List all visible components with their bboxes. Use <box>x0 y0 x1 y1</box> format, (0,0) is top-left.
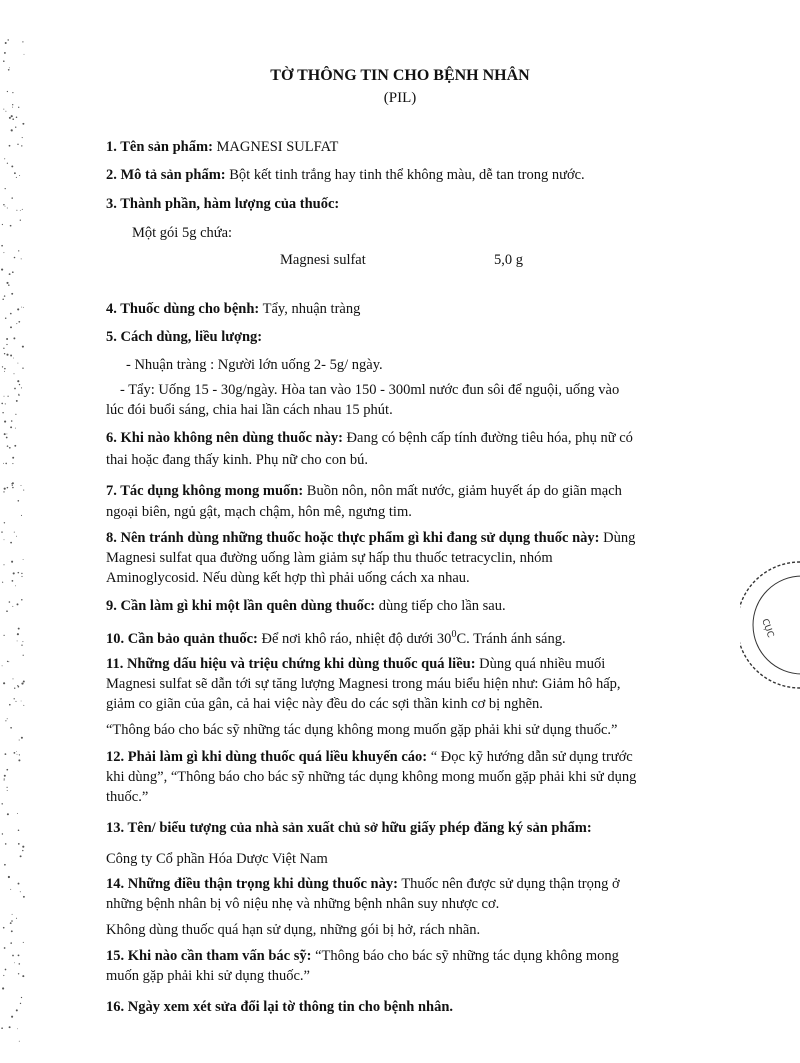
speckle <box>5 206 6 207</box>
speckle <box>18 321 20 323</box>
speckle <box>10 225 12 227</box>
speckle <box>4 775 6 777</box>
section-14-line-2: những bệnh nhân bị vô niệu nhẹ và những bệnh nhân suy nhược cơ. <box>106 896 500 912</box>
speckle <box>2 833 3 834</box>
speckle <box>17 603 19 605</box>
speckle <box>13 678 14 679</box>
speckle <box>22 850 23 851</box>
speckle <box>18 250 19 251</box>
speckle <box>11 483 12 484</box>
section-12 <box>106 747 772 767</box>
speckle <box>14 172 16 174</box>
section-5-line-1: - Nhuận tràng : Người lớn uống 2- 5g/ ngày. <box>126 357 383 373</box>
speckle <box>3 109 4 110</box>
section-10-value-a: Để nơi khô ráo, nhiệt độ dưới 30 <box>261 630 452 647</box>
speckle <box>3 60 5 62</box>
speckle <box>18 628 20 630</box>
speckle <box>18 759 20 761</box>
speckle <box>10 542 12 544</box>
speckle <box>19 384 20 385</box>
section-4-label: 4. Thuốc dùng cho bệnh: <box>106 301 260 317</box>
speckle <box>11 561 13 563</box>
speckle <box>23 705 24 706</box>
speckle <box>10 313 12 315</box>
section-11-line-4: “Thông báo cho bác sỹ những tác dụng không mong muốn gặp phải khi sử dụng thuốc.” <box>106 722 618 738</box>
speckle <box>21 576 22 577</box>
speckle <box>23 896 25 898</box>
section-11-line-3: giảm co giãn của gân, cả hai việc này đều do các sợi thần kinh cơ bị nghẽn. <box>106 696 543 712</box>
scan-edge-noise <box>0 0 28 1063</box>
section-3-intro: Một gói 5g chứa: <box>132 225 233 241</box>
speckle <box>5 720 6 721</box>
speckle <box>2 224 3 225</box>
section-7-line-2: ngoại biên, ngủ gật, mạch chậm, hôn mê, ngưng tim. <box>106 504 412 520</box>
speckle <box>5 969 7 971</box>
section-7-label: 7. Tác dụng không mong muốn: <box>106 483 304 499</box>
section-7-line-1: Buồn nôn, nôn mất nước, giảm huyết áp do giãn mạch <box>306 483 622 499</box>
speckle <box>10 942 12 944</box>
speckle <box>3 204 4 205</box>
speckle <box>3 927 5 929</box>
speckle <box>13 358 14 359</box>
speckle <box>15 428 16 429</box>
speckle <box>7 39 8 40</box>
speckle <box>5 463 7 465</box>
speckle <box>17 754 18 755</box>
speckle <box>11 293 13 295</box>
speckle <box>3 564 4 565</box>
speckle <box>21 701 22 702</box>
speckle <box>13 572 15 574</box>
section-1 <box>106 137 772 157</box>
section-12-label: 12. Phải làm gì khi dùng thuốc quá liều khuyến cáo: <box>106 749 428 765</box>
speckle <box>19 1041 20 1042</box>
speckle <box>7 445 9 447</box>
speckle <box>14 962 15 963</box>
speckle <box>23 942 24 943</box>
speckle <box>20 220 21 221</box>
speckle <box>9 447 11 449</box>
speckle <box>16 1009 18 1011</box>
speckle <box>19 963 21 965</box>
section-8-line-2: Magnesi sulfat qua đường uống làm giảm sự hấp thu thuốc tetracyclin, nhóm <box>106 550 553 566</box>
speckle <box>21 258 22 259</box>
section-8-label: 8. Nên tránh dùng những thuốc hoặc thực phẩm gì khi đang sử dụng thuốc này: <box>106 530 600 546</box>
section-6-label: 6. Khi nào không nên dùng thuốc này: <box>106 430 343 446</box>
speckle <box>4 158 5 159</box>
speckle <box>22 137 23 138</box>
speckle <box>5 188 6 189</box>
speckle <box>11 115 13 117</box>
speckle <box>12 118 14 120</box>
speckle <box>6 787 7 788</box>
speckle <box>14 445 16 447</box>
speckle <box>12 271 14 273</box>
speckle <box>6 769 8 771</box>
speckle <box>6 338 8 340</box>
speckle <box>4 539 5 540</box>
speckle <box>4 371 5 372</box>
speckle <box>6 433 7 434</box>
section-9-label: 9. Cần làm gì khi một lần quên dùng thuốc: <box>106 598 376 614</box>
speckle <box>5 318 6 319</box>
section-8-line-1: Dùng <box>603 530 636 546</box>
ingredient-name: Magnesi sulfat <box>280 252 366 268</box>
speckle <box>4 353 5 354</box>
speckle <box>6 282 8 284</box>
speckle <box>22 846 24 848</box>
speckle <box>18 572 20 574</box>
speckle <box>22 367 23 368</box>
speckle <box>11 129 13 131</box>
speckle <box>3 348 4 349</box>
speckle <box>14 698 15 699</box>
speckle <box>4 52 6 54</box>
speckle <box>14 532 15 533</box>
section-5-label: 5. Cách dùng, liều lượng: <box>106 329 263 345</box>
speckle <box>7 813 9 815</box>
speckle <box>18 500 20 502</box>
speckle <box>1 1027 3 1029</box>
speckle <box>8 661 9 662</box>
speckle <box>5 753 7 755</box>
speckle <box>16 400 18 402</box>
speckle <box>9 601 11 603</box>
speckle <box>2 412 3 413</box>
speckle <box>7 208 8 209</box>
speckle <box>17 308 19 310</box>
speckle <box>11 165 13 167</box>
speckle <box>4 522 5 523</box>
section-14 <box>106 874 772 894</box>
section-14-label: 14. Những điều thận trọng khi dùng thuốc này: <box>106 876 398 892</box>
speckle <box>9 117 11 119</box>
speckle <box>22 975 24 977</box>
speckle <box>19 175 20 176</box>
speckle <box>8 876 10 878</box>
speckle <box>2 299 4 301</box>
speckle <box>3 491 4 492</box>
section-2-value: Bột kết tinh trắng hay tinh thể không màu, dễ tan trong nước. <box>229 167 585 183</box>
speckle <box>1 531 2 532</box>
speckle <box>9 1026 11 1028</box>
speckle <box>22 209 23 210</box>
section-3-label: 3. Thành phần, hàm lượng của thuốc: <box>106 196 340 212</box>
speckle <box>9 273 11 275</box>
speckle <box>4 396 5 397</box>
speckle <box>23 559 24 560</box>
speckle <box>12 580 14 582</box>
speckle <box>21 645 22 646</box>
section-15 <box>106 946 772 966</box>
section-1-label: 1. Tên sản phẩm: <box>106 139 213 155</box>
speckle <box>2 665 3 666</box>
section-5-line-2: - Tẩy: Uống 15 - 30g/ngày. Hòa tan vào 150 - 300ml nước đun sôi để nguội, uống vào <box>120 382 620 398</box>
speckle <box>3 635 4 636</box>
speckle <box>23 307 24 308</box>
speckle <box>21 145 22 146</box>
speckle <box>2 582 3 583</box>
stamp-seal <box>740 560 800 690</box>
speckle <box>20 210 21 211</box>
speckle <box>9 145 11 147</box>
speckle <box>21 387 22 388</box>
speckle <box>4 864 6 866</box>
speckle <box>11 420 13 422</box>
section-8-line-3: Aminoglycosid. Nếu dùng kết hợp thì phải uống cách xa nhau. <box>106 570 470 586</box>
speckle <box>3 463 4 464</box>
speckle <box>7 396 8 397</box>
speckle <box>4 421 6 423</box>
speckle <box>10 889 11 890</box>
speckle <box>17 685 18 686</box>
speckle <box>12 485 13 486</box>
speckle <box>23 681 25 683</box>
speckle <box>21 599 23 601</box>
section-5-line-3: lúc đói buổi sáng, chia hai lần cách nhau 15 phút. <box>106 402 393 418</box>
speckle <box>17 1028 18 1029</box>
speckle <box>16 918 17 919</box>
section-14-line-3: Không dùng thuốc quá hạn sử dụng, những gói bị hở, rách nhãn. <box>106 922 481 938</box>
speckle <box>16 177 17 178</box>
document-title: TỜ THÔNG TIN CHO BỆNH NHÂN <box>270 67 530 84</box>
section-7 <box>106 481 772 501</box>
speckle <box>18 829 20 831</box>
speckle <box>3 975 4 976</box>
speckle <box>17 633 19 635</box>
speckle <box>4 295 5 296</box>
speckle <box>22 41 23 42</box>
speckle <box>21 485 22 486</box>
speckle <box>16 751 17 752</box>
speckle <box>1 269 3 271</box>
speckle <box>23 490 24 491</box>
speckle <box>14 388 16 390</box>
speckle <box>4 947 6 949</box>
speckle <box>22 641 23 642</box>
speckle <box>10 922 12 924</box>
section-15-line-1: “Thông báo cho bác sỹ những tác dụng không mong <box>315 948 619 964</box>
speckle <box>18 973 19 974</box>
speckle <box>17 640 18 641</box>
speckle <box>1 403 3 405</box>
svg-text:CỤC: CỤC <box>759 617 776 640</box>
section-11-line-2: Magnesi sulfat sẽ dẫn tới sự tăng lượng Magnesi trong máu biểu hiện như: Giảm hô hấp, <box>106 676 621 692</box>
speckle <box>2 366 3 367</box>
section-9 <box>106 596 772 616</box>
speckle <box>6 354 8 356</box>
speckle <box>5 111 6 112</box>
speckle <box>19 739 20 740</box>
speckle <box>6 610 8 612</box>
section-16-label: 16. Ngày xem xét sửa đổi lại tờ thông tin cho bệnh nhân. <box>106 999 454 1015</box>
speckle <box>16 536 17 537</box>
speckle <box>2 987 4 989</box>
section-12-line-3: thuốc.” <box>106 789 149 805</box>
speckle <box>12 487 14 489</box>
speckle <box>11 930 13 932</box>
speckle <box>1 803 2 804</box>
speckle <box>10 355 12 357</box>
speckle <box>6 344 7 345</box>
speckle <box>14 688 15 689</box>
speckle <box>11 1016 13 1018</box>
speckle <box>10 727 12 729</box>
document-subtitle: (PIL) <box>383 90 417 106</box>
speckle <box>7 718 8 719</box>
speckle <box>13 373 14 374</box>
speckle <box>21 997 22 998</box>
section-8 <box>106 528 772 548</box>
speckle <box>13 337 15 339</box>
speckle <box>18 883 20 885</box>
speckle <box>20 855 22 857</box>
speckle <box>3 682 5 684</box>
speckle <box>15 414 16 415</box>
section-11-line-1: Dùng quá nhiều muối <box>479 656 606 672</box>
speckle <box>12 457 14 459</box>
section-4-value: Tẩy, nhuận tràng <box>262 301 361 317</box>
speckle <box>7 790 8 791</box>
speckle <box>7 661 8 662</box>
speckle <box>4 368 6 370</box>
speckle <box>14 752 16 754</box>
speckle <box>19 754 20 755</box>
speckle <box>4 780 5 781</box>
speckle <box>9 704 11 706</box>
speckle <box>18 394 19 395</box>
speckle <box>5 843 7 845</box>
section-4 <box>106 299 772 319</box>
degree-superscript: 0 <box>451 629 457 640</box>
section-6 <box>106 428 772 448</box>
speckle <box>5 42 7 44</box>
section-11-label: 11. Những dấu hiệu và triệu chứng khi dùng thuốc quá liều: <box>106 656 476 672</box>
section-12-line-1: “ Đọc kỹ hướng dẫn sử dụng trước <box>430 749 633 765</box>
speckle <box>16 210 17 211</box>
speckle <box>11 197 12 198</box>
ingredient-amount: 5,0 g <box>494 252 523 268</box>
section-15-label: 15. Khi nào cần tham vấn bác sỹ: <box>106 948 312 964</box>
speckle <box>20 1003 21 1004</box>
speckle <box>18 955 20 957</box>
section-10-label: 10. Cần bảo quản thuốc: <box>106 630 258 647</box>
speckle <box>22 346 24 348</box>
section-9-value: dùng tiếp cho lần sau. <box>378 598 506 614</box>
speckle <box>16 323 17 324</box>
section-13-value: Công ty Cổ phần Hóa Dược Việt Nam <box>106 851 328 867</box>
section-10 <box>106 625 772 649</box>
speckle <box>4 488 6 490</box>
speckle <box>3 252 4 253</box>
speckle <box>12 914 13 915</box>
speckle <box>15 127 16 128</box>
speckle <box>14 257 16 259</box>
speckle <box>22 123 24 125</box>
section-6-line-1: Đang có bệnh cấp tính đường tiêu hóa, phụ nữ có <box>346 430 633 446</box>
speckle <box>17 363 18 364</box>
speckle <box>4 778 5 779</box>
speckle <box>17 813 18 814</box>
speckle <box>6 437 8 439</box>
speckle <box>15 701 16 702</box>
section-1-value: MAGNESI SULFAT <box>216 139 339 155</box>
speckle <box>11 920 13 922</box>
speckle <box>12 606 13 607</box>
speckle <box>17 380 19 382</box>
speckle <box>21 307 22 308</box>
speckle <box>10 326 12 328</box>
speckle <box>18 843 20 845</box>
section-6-line-2: thai hoặc đang thấy kinh. Phụ nữ cho con bú. <box>106 452 368 468</box>
speckle <box>15 585 16 586</box>
speckle <box>21 573 22 574</box>
speckle <box>8 284 10 286</box>
speckle <box>16 117 18 119</box>
speckle <box>12 463 13 464</box>
section-12-line-2: khi dùng”, “Thông báo cho bác sỹ những tác dụng không mong muốn gặp phải khi sử dụng <box>106 769 637 785</box>
speckle <box>24 54 25 55</box>
speckle <box>23 655 24 656</box>
section-10-value-b: C. Tránh ánh sáng. <box>456 630 566 647</box>
speckle <box>7 163 8 164</box>
speckle <box>20 891 21 892</box>
speckle <box>21 737 23 739</box>
speckle <box>7 487 8 489</box>
section-14-line-1: Thuốc nên được sử dụng thận trọng ở <box>401 876 620 892</box>
section-2-label: 2. Mô tả sản phẩm: <box>106 167 226 183</box>
speckle <box>10 426 12 428</box>
speckle <box>4 433 6 435</box>
speckle <box>5 403 6 404</box>
speckle <box>12 955 14 957</box>
speckle <box>17 144 18 145</box>
section-13-label: 13. Tên/ biểu tượng của nhà sản xuất chủ sở hữu giấy phép đăng ký sản phẩm: <box>106 820 592 836</box>
speckle <box>21 683 23 685</box>
section-11 <box>106 654 772 674</box>
speckle <box>1 245 3 247</box>
speckle <box>21 515 22 516</box>
section-2 <box>106 165 772 185</box>
section-15-line-2: muốn gặp phải khi sử dụng thuốc.” <box>106 968 310 984</box>
